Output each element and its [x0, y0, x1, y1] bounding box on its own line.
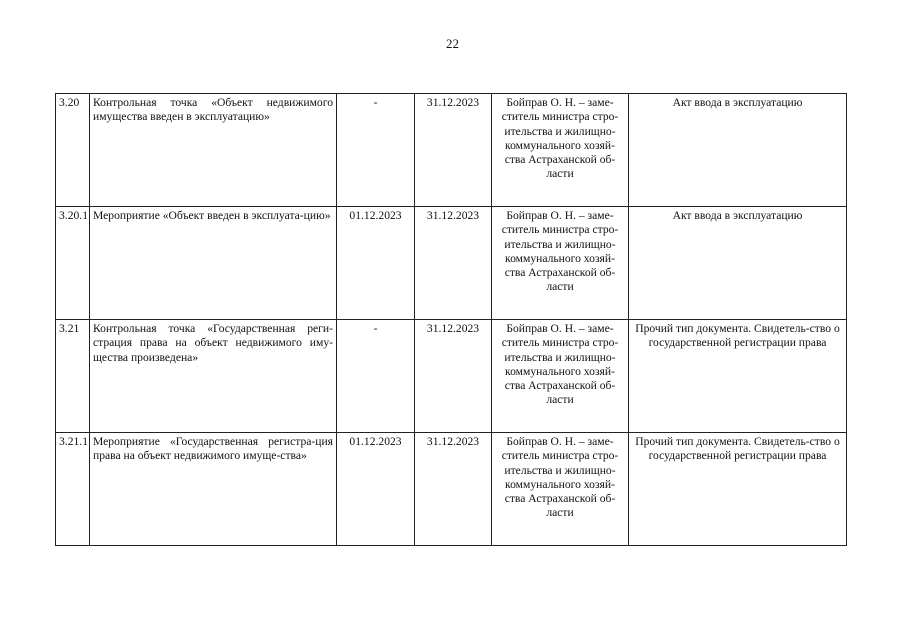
start-date-cell: 01.12.2023: [337, 433, 415, 546]
table-body: [56, 94, 847, 546]
responsible-cell: [492, 433, 629, 546]
table-row: [56, 94, 847, 207]
responsible-line: ства Астраханской об-: [504, 492, 616, 506]
responsible-line: ительства и жилищно-: [504, 124, 616, 138]
responsible-line: ласти: [546, 393, 574, 407]
responsible-line: коммунального хозяй-: [505, 364, 615, 378]
row-number-cell: 3.20.1: [56, 207, 90, 320]
start-date-cell: -: [337, 94, 415, 207]
table-row: [56, 433, 847, 546]
responsible-line: коммунального хозяй-: [505, 251, 615, 265]
end-date-cell: 31.12.2023: [415, 207, 492, 320]
document-type-cell: Прочий тип документа. Свидетель-ство о государственной регистрации права: [629, 433, 847, 546]
end-date-cell: 31.12.2023: [415, 433, 492, 546]
start-date-cell: -: [337, 320, 415, 433]
responsible-line: ительства и жилищно-: [504, 350, 616, 364]
responsible-line: ститель министра стро-: [501, 223, 619, 237]
responsible-line: Бойправ О. Н. – заме-: [506, 435, 614, 448]
responsible-line: ститель министра стро-: [501, 110, 619, 124]
document-type-cell: Акт ввода в эксплуатацию: [629, 94, 847, 207]
event-name-cell: Контрольная точка «Государственная реги-страция права на объект недвижимого иму-щества произведена»: [90, 320, 337, 433]
row-number-cell: 3.20: [56, 94, 90, 207]
document-type-cell: Прочий тип документа. Свидетель-ство о государственной регистрации права: [629, 320, 847, 433]
responsible-line: ласти: [546, 280, 574, 294]
responsible-line: ительства и жилищно-: [504, 463, 616, 477]
table-row: [56, 207, 847, 320]
responsible-line: Бойправ О. Н. – заме-: [506, 209, 614, 222]
responsible-cell: [492, 320, 629, 433]
end-date-cell: 31.12.2023: [415, 320, 492, 433]
responsible-line: ласти: [546, 506, 574, 520]
responsible-line: Бойправ О. Н. – заме-: [506, 96, 614, 109]
responsible-line: ства Астраханской об-: [504, 266, 616, 280]
responsible-line: коммунального хозяй-: [505, 138, 615, 152]
end-date-cell: 31.12.2023: [415, 94, 492, 207]
event-name-cell: Мероприятие «Государственная регистра-ция права на объект недвижимого имуще-ства»: [90, 433, 337, 546]
plan-table: [55, 93, 847, 546]
responsible-line: ститель министра стро-: [501, 449, 619, 463]
row-number-cell: 3.21: [56, 320, 90, 433]
event-name-cell: Мероприятие «Объект введен в эксплуата-цию»: [90, 207, 337, 320]
document-type-cell: Акт ввода в эксплуатацию: [629, 207, 847, 320]
start-date-cell: 01.12.2023: [337, 207, 415, 320]
responsible-cell: [492, 94, 629, 207]
responsible-line: ства Астраханской об-: [504, 153, 616, 167]
responsible-line: ительства и жилищно-: [504, 237, 616, 251]
responsible-cell: [492, 207, 629, 320]
responsible-line: Бойправ О. Н. – заме-: [506, 322, 614, 335]
responsible-line: ститель министра стро-: [501, 336, 619, 350]
responsible-line: коммунального хозяй-: [505, 477, 615, 491]
event-name-cell: Контрольная точка «Объект недвижимого имущества введен в эксплуатацию»: [90, 94, 337, 207]
page-number: 22: [446, 36, 459, 51]
responsible-line: ства Астраханской об-: [504, 379, 616, 393]
row-number-cell: 3.21.1: [56, 433, 90, 546]
responsible-line: ласти: [546, 167, 574, 181]
table-row: [56, 320, 847, 433]
